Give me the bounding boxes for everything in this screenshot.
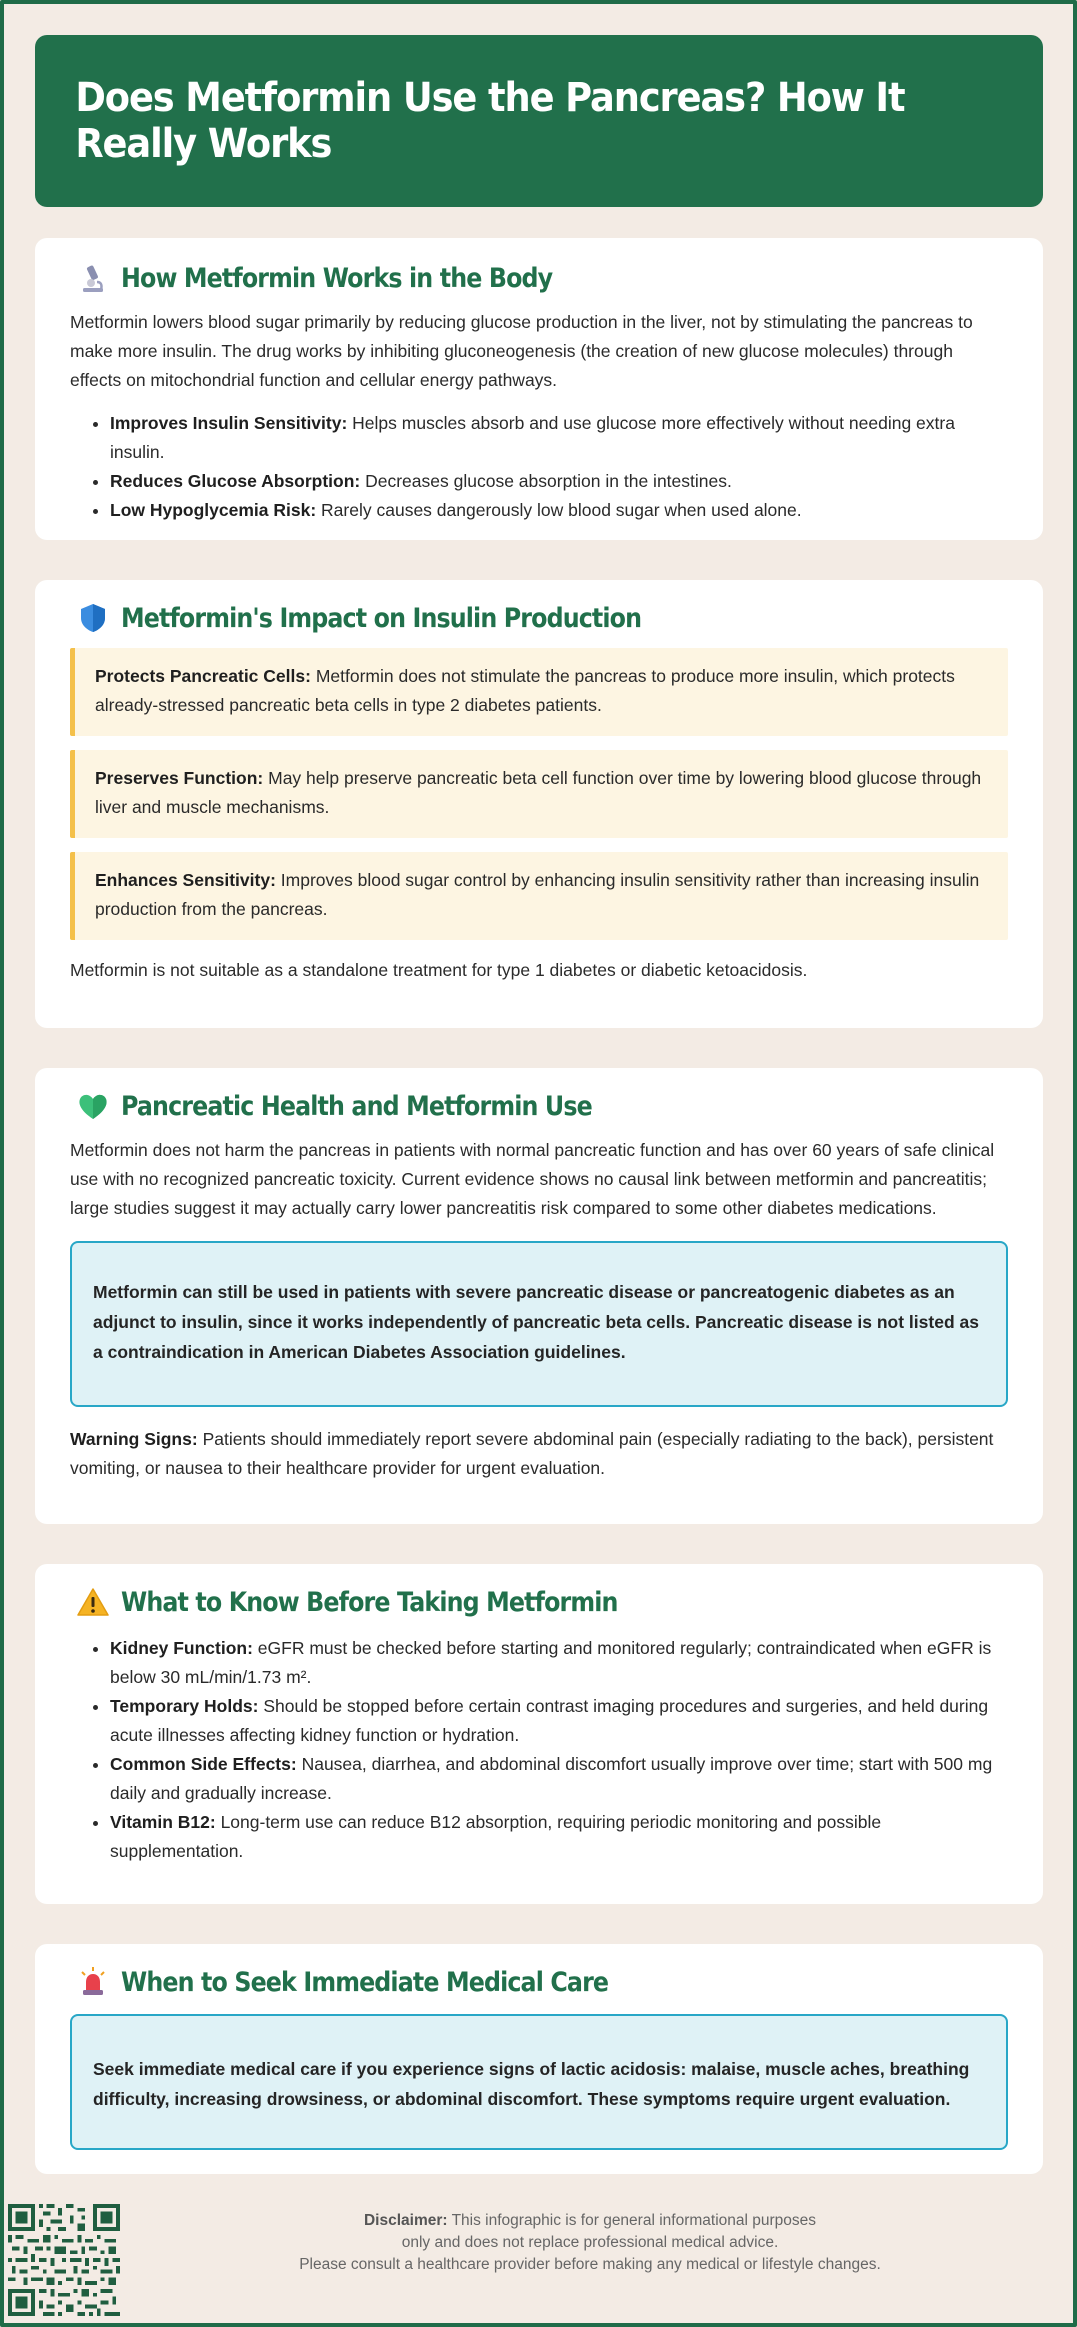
section-paragraph: Metformin lowers blood sugar primarily by reducing glucose production in the liver, not by stimulating the pancreas to make more insulin. The drug works by inhibiting gluconeogenesis (the creation of new glucose molecules) through effects on mitochondrial function and cellular energy pathways.	[70, 312, 973, 390]
section-title: Metformin's Impact on Insulin Production	[121, 602, 642, 634]
section-how-it-works	[35, 238, 1043, 540]
section-header	[55, 1086, 1023, 1126]
section-title: When to Seek Immediate Medical Care	[121, 1966, 609, 1998]
disclaimer	[200, 2210, 980, 2276]
section-before-taking	[35, 1564, 1043, 1904]
section-title: What to Know Before Taking Metformin	[121, 1586, 618, 1618]
list-item: • Low Hypoglycemia Risk: Rarely causes dangerously low blood sugar when used alone.	[110, 496, 1008, 525]
list-item: • Common Side Effects: Nausea, diarrhea, and abdominal discomfort usually improve over time; start with 500 mg daily and gradually increase.	[110, 1750, 1008, 1808]
section-title: How Metformin Works in the Body	[121, 262, 553, 294]
microscope-icon	[75, 260, 111, 296]
section-header	[55, 598, 1023, 638]
list-item: • Temporary Holds: Should be stopped before certain contrast imaging procedures and surgeries, and held during acute illnesses affecting kidney function or hydration.	[110, 1692, 1008, 1750]
siren-icon	[75, 1964, 111, 2000]
section-note: Metformin is not suitable as a standalone treatment for type 1 diabetes or diabetic ketoacidosis.	[70, 960, 808, 980]
section-header	[55, 1582, 1023, 1622]
callout-protects: Protects Pancreatic Cells: Metformin does not stimulate the pancreas to produce more insulin, which protects already-stressed pancreatic beta cells in type 2 diabetes patients.	[70, 648, 1008, 736]
page-title: Does Metformin Use the Pancreas? How It Really Works	[75, 75, 905, 167]
info-box: Metformin can still be used in patients with severe pancreatic disease or pancreatogenic diabetes as an adjunct to insulin, since it works independently of pancreatic beta cells. Pancreatic disease is not listed as a contraindication in American Diabetes Association guidelines.	[70, 1241, 1008, 1407]
list-item: • Kidney Function: eGFR must be checked before starting and monitored regularly; contraindicated when eGFR is below 30 mL/min/1.73 m².	[110, 1634, 1008, 1692]
info-box: Seek immediate medical care if you experience signs of lactic acidosis: malaise, muscle aches, breathing difficulty, increasing drowsiness, or abdominal discomfort. These symptoms require urgent evaluation.	[70, 2014, 1008, 2150]
qr-code	[8, 2204, 120, 2316]
section-title: Pancreatic Health and Metformin Use	[121, 1090, 592, 1122]
bullet-list	[110, 1634, 1008, 1866]
callout-preserves: Preserves Function: May help preserve pancreatic beta cell function over time by lowering blood glucose through liver and muscle mechanisms.	[70, 750, 1008, 838]
warning-icon	[75, 1584, 111, 1620]
heart-icon	[75, 1088, 111, 1124]
disclaimer-line-2: only and does not replace professional medical advice.	[401, 2234, 779, 2251]
bullet-list	[110, 409, 1008, 525]
section-header	[55, 1962, 1023, 2002]
section-seek-care	[35, 1944, 1043, 2174]
section-paragraph: Metformin does not harm the pancreas in patients with normal pancreatic function and has over 60 years of safe clinical use with no recognized pancreatic toxicity. Current evidence shows no causal link between metformin and pancreatitis; large studies suggest it may actually carry lower pancreatitis risk compared to some other diabetes medications.	[70, 1140, 995, 1218]
disclaimer-line-1: Disclaimer: This infographic is for general informational purposes	[363, 2212, 817, 2229]
shield-icon	[75, 600, 111, 636]
section-header	[55, 258, 1023, 298]
warning-signs: Warning Signs: Patients should immediately report severe abdominal pain (especially radiating to the back), persistent vomiting, or nausea to their healthcare provider for urgent evaluation.	[70, 1429, 994, 1478]
page-header	[35, 35, 1043, 207]
section-pancreatic-health	[35, 1068, 1043, 1524]
list-item: • Reduces Glucose Absorption: Decreases glucose absorption in the intestines.	[110, 467, 1008, 496]
section-insulin-impact	[35, 580, 1043, 1028]
disclaimer-line-3: Please consult a healthcare provider before making any medical or lifestyle changes.	[299, 2256, 881, 2273]
list-item: • Vitamin B12: Long-term use can reduce B12 absorption, requiring periodic monitoring and possible supplementation.	[110, 1808, 1008, 1866]
callout-enhances: Enhances Sensitivity: Improves blood sugar control by enhancing insulin sensitivity rather than increasing insulin production from the pancreas.	[70, 852, 1008, 940]
list-item: • Improves Insulin Sensitivity: Helps muscles absorb and use glucose more effectively without needing extra insulin.	[110, 409, 1008, 467]
